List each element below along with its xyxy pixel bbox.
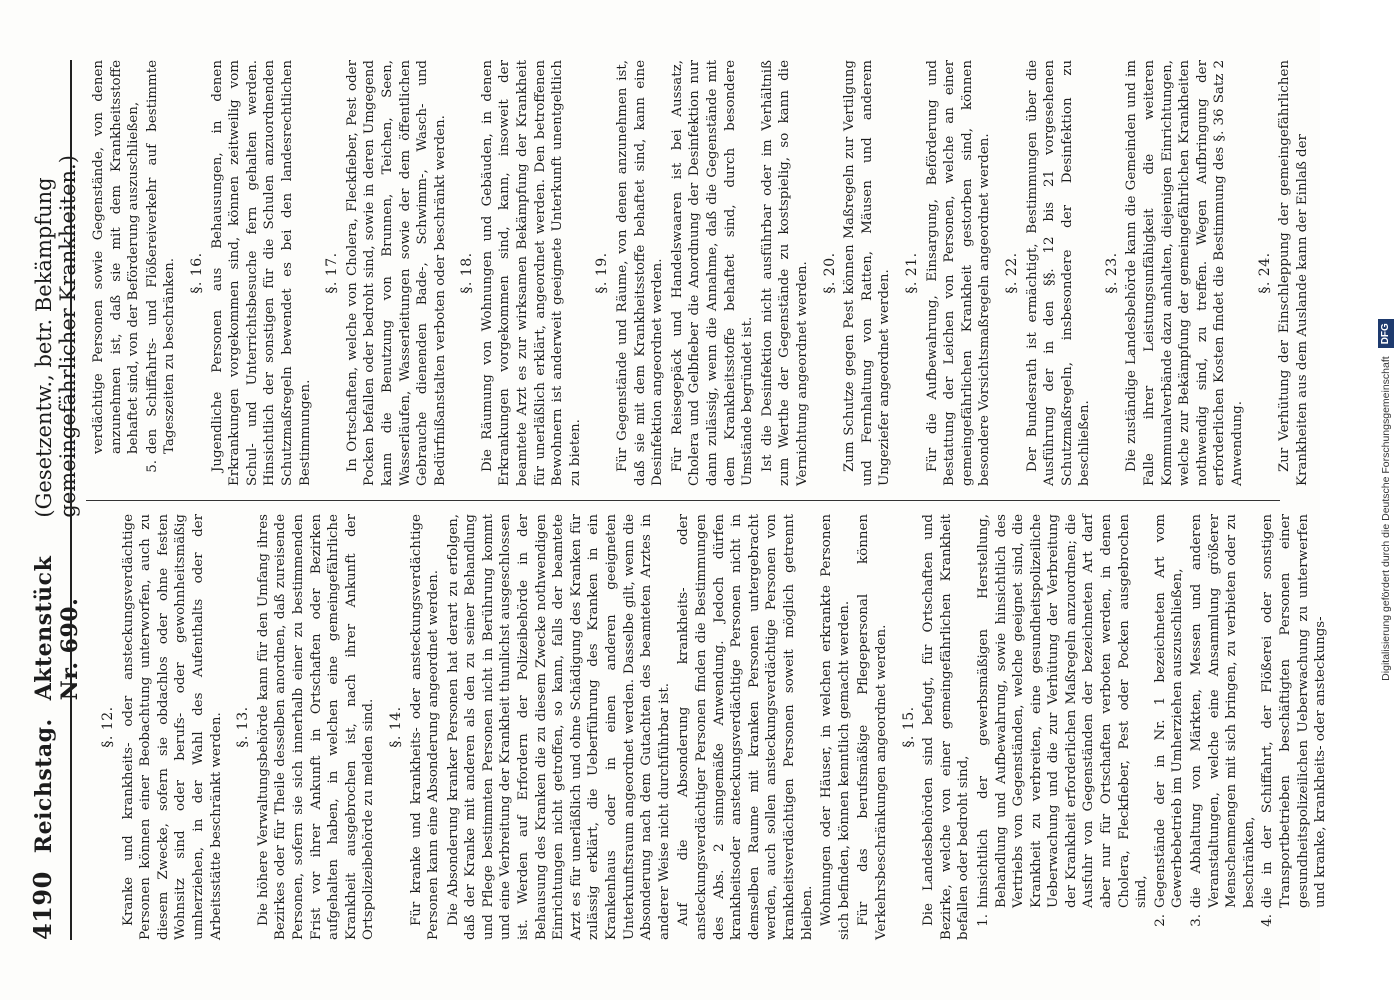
paragraph: Zur Verhütung der Einschleppung der gemeingefährlichen Krankheiten aus dem Auslande kann der Einlaß der xyxy=(1277,60,1310,486)
paragraph: Für die Aufbewahrung, Einsargung, Beförderung und Bestattung der Leichen von Personen, welche an einer gemeingefährlichen Krankheit gestorben sind, können besondere Vorsichtsmaßregeln angeordnet werden. xyxy=(924,60,993,486)
numbered-item xyxy=(975,514,1151,940)
paragraph: Für Reisegepäck und Handelswaaren ist bei Aussatz, Cholera und Gelbfieber die Anordnung der Desinfektion nur dann zulässig, wenn die Annahme, daß die Gegenstände mit dem Krankheitsstoffe behaftet sind, durch besondere Umstände begründet ist. xyxy=(669,60,756,486)
header-item: Aktenstück Nr. 690. xyxy=(31,555,83,701)
paragraph: Wohnungen oder Häuser, in welchen erkrankte Personen sich befinden, können kenntlich gemacht werden. xyxy=(819,514,852,940)
section-heading: §. 23. xyxy=(1103,252,1120,294)
paragraph: In Ortschaften, welche von Cholera, Fleckfieber, Pest oder Pocken befallen oder bedroht sind, sowie in deren Umgegend kann die Benutzung von Brunnen, Teichen, Seen, Wasserläufen, Wasserleitungen sowie der dem öffentlichen Gebrauche dienenden Bade-, Schwimm-, Wasch- und Bedürfnißanstalten verboten oder beschränkt werden. xyxy=(344,60,448,486)
section-heading: §. 14. xyxy=(387,706,404,748)
item-number: 1. xyxy=(975,914,991,927)
item-text: Gegenstände der in Nr. 1 bezeichneten Art vom Gewerbebetrieb im Umherziehen auszuschließen, xyxy=(1152,514,1186,908)
paragraph: Kranke und krankheits- oder ansteckungsverdächtige Personen können einer Beobachtung unterworfen, auch zu diesem Zwecke, sofern sie obdachlos oder ohne festen Wohnsitz sind oder berufs- oder gewohnheitsmäßig umherziehen, in der Wahl des Aufenthalts oder der Arbeitsstätte beschränkt werden. xyxy=(120,514,224,940)
header-subject: (Gesetzentw., betr. Bekämpfung gemeingefährlicher Krankheiten.) xyxy=(32,155,80,518)
numbered-item xyxy=(1259,514,1329,940)
text-column-right xyxy=(90,60,1310,486)
numbered-item xyxy=(1188,514,1258,940)
item-text: den Schiffahrts- und Flößereiverkehr auf bestimmte Tageszeiten zu beschränken. xyxy=(144,60,178,454)
section-heading: §. 22. xyxy=(1003,252,1020,294)
item-text: verdächtige Personen sowie Gegenstände, von denen anzunehmen ist, daß sie mit dem Krankheitsstoffe behaftet sind, von der Beförderung auszuschließen, xyxy=(91,60,142,454)
item-number: 2. xyxy=(1152,914,1168,927)
paragraph: Jugendliche Personen aus Behausungen, in denen Erkrankungen vorgekommen sind, können zeitweilig vom Schul- und Unterrichtsbesuche fern gehalten werden. Hinsichtlich der sonstigen für die Schulen anzuordnenden Schutzmaßregeln bewendet es bei den landesrechtlichen Bestimmungen. xyxy=(209,60,313,486)
item-number xyxy=(90,454,143,486)
section-heading: §. 16. xyxy=(188,252,205,294)
paragraph: Die Räumung von Wohnungen und Gebäuden, in denen Erkrankungen vorgekommen sind, kann, insoweit der beamtete Arzt es zur wirksamen Bekämpfung der Krankheit für unerläßlich erklärt, angeordnet werden. Den betroffenen Bewohnern ist anderweit geeignete Unterkunft unentgeltlich zu bieten. xyxy=(479,60,583,486)
section-heading: §. 18. xyxy=(459,252,476,294)
paragraph: Die Landesbehörden sind befugt, für Ortschaften und Bezirke, welche von einer gemeingefährlichen Krankheit befallen oder bedroht sind, xyxy=(921,514,972,940)
digitization-note: Digitalisierung gefördert durch die Deutsche Forschungsgemeinschaft xyxy=(1380,356,1392,681)
paragraph: Ist die Desinfektion nicht ausführbar oder im Verhältniß zum Werthe der Gegenstände zu kostspielig, so kann die Vernichtung angeordnet werden. xyxy=(759,60,810,486)
paragraph: Die Absonderung kranker Personen hat derart zu erfolgen, daß der Kranke mit anderen als den zu seiner Behandlung und Pflege bestimmten Personen nicht in Berührung kommt und eine Verbreitung der Krankheit thunlichst ausgeschlossen ist. Werden auf Erfordern der Polizeibehörde in der Behausung des Kranken die zu diesem Zwecke nothwendigen Einrichtungen nicht getroffen, so kann, falls der beamtete Arzt es für unerläßlich und ohne Schädigung des Kranken für zulässig erklärt, die Ueberführung des Kranken in ein Krankenhaus oder in einen anderen geeigneten Unterkunftsraum angeordnet werden. Dasselbe gilt, wenn die Absonderung nach dem Gutachten des beamteten Arztes in anderer Weise nicht durchführbar ist. xyxy=(445,514,672,940)
item-number: 3. xyxy=(1189,914,1205,927)
numbered-item xyxy=(1152,514,1187,940)
section-heading: §. 13. xyxy=(235,706,252,748)
paragraph: Auf die Absonderung krankheits- oder ansteckungsverdächtiger Personen finden die Bestimmungen des Abs. 2 sinngemäße Anwendung. Jedoch dürfen krankheitsoder ansteckungsverdächtige Personen nicht in demselben Raume mit kranken Personen untergebracht werden, auch sollen ansteckungsverdächtige Personen von krankheitsverdächtigen Personen soweit möglich getrennt bleiben. xyxy=(676,514,815,940)
paragraph: Die höhere Verwaltungsbehörde kann für den Umfang ihres Bezirkes oder für Theile desselben anordnen, daß zureisende Personen, sofern sie sich innerhalb einer zu bestimmenden Frist vor ihrer Ankunft in Ortschaften oder Bezirken aufgehalten haben, in welchen eine gemeingefährliche Krankheit ausgebrochen ist, nach ihrer Ankunft der Ortspolizeibehörde zu melden sind. xyxy=(255,514,377,940)
text-column-left xyxy=(90,514,1329,940)
section-heading: §. 15. xyxy=(900,706,917,748)
dfg-logo: DFG xyxy=(1378,319,1394,348)
header-body: Reichstag. xyxy=(31,718,57,854)
paragraph: Für Gegenstände und Räume, von denen anzunehmen ist, daß sie mit dem Krankheitsstoffe behaftet sind, kann eine Desinfektion angeordnet werden. xyxy=(615,60,666,486)
header-rule xyxy=(70,60,72,940)
page-header xyxy=(28,60,83,940)
section-heading: §. 19. xyxy=(594,252,611,294)
item-number: 5. xyxy=(144,460,160,473)
item-number: 4. xyxy=(1260,914,1276,927)
section-heading: §. 24. xyxy=(1256,252,1273,294)
paragraph: Die zuständige Landesbehörde kann die Gemeinden und im Falle ihrer Leistungsunfähigkeit die weiteren Kommunalverbände dazu anhalten, diejenigen Einrichtungen, welche zur Bekämpfung der gemeingefährlichen Krankheiten nothwendig sind, zu treffen. Wegen Aufbringung der erforderlichen Kosten findet die Bestimmung des §. 36 Satz 2 Anwendung. xyxy=(1124,60,1246,486)
item-text: die Abhaltung von Märkten, Messen und anderen Veranstaltungen, welche eine Ansammlung größerer Menschenmengen mit sich bringen, zu verbieten oder zu beschränken, xyxy=(1189,514,1257,908)
page-number: 4190 xyxy=(28,871,57,940)
paragraph: Der Bundesrath ist ermächtigt, Bestimmungen über die Ausführung der in den §§. 12 bis 21 vorgesehenen Schutzmaßregeln, insbesondere der Desinfektion zu beschließen. xyxy=(1024,60,1093,486)
column-divider xyxy=(86,500,1280,501)
paragraph: Für kranke und krankheits- oder ansteckungsverdächtige Personen kann eine Absonderung angeordnet werden. xyxy=(408,514,442,940)
paragraph: Für das berufsmäßige Pflegepersonal können Verkehrsbeschränkungen angeordnet werden. xyxy=(856,514,889,940)
numbered-item xyxy=(144,60,179,486)
digitization-strip xyxy=(1374,0,1394,1000)
numbered-item xyxy=(90,60,143,486)
section-heading: §. 17. xyxy=(324,252,341,294)
paragraph: Zum Schutze gegen Pest können Maßregeln zur Vertilgung und Fernhaltung von Ratten, Mäusen und anderem Ungeziefer angeordnet werden. xyxy=(842,60,893,486)
item-text: die in der Schiffahrt, der Flößerei oder sonstigen Transportbetrieben beschäftigten Personen einer gesundheitspolizeilichen Ueberwachung zu unterwerfen und kranke, krankheits- oder ansteckungs- xyxy=(1260,514,1329,908)
section-heading: §. 20. xyxy=(821,252,838,294)
section-heading: §. 12. xyxy=(100,706,116,748)
item-text: hinsichtlich der gewerbsmäßigen Herstellung, Behandlung und Aufbewahrung, sowie hinsichtlich des Vertriebs von Gegenständen, welche geeignet sind, die Krankheit zu verbreiten, eine gesundheitspolizeiliche Ueberwachung und die zur Verhütung der Verbreitung der Krankheit erforderlichen Maßregeln anzuordnen; die Ausfuhr von Gegenständen der bezeichneten Art darf aber nur für Ortschaften verboten werden, in denen Cholera, Fleckfieber, Pest oder Pocken ausgebrochen sind, xyxy=(975,514,1150,908)
section-heading: §. 21. xyxy=(903,252,920,294)
